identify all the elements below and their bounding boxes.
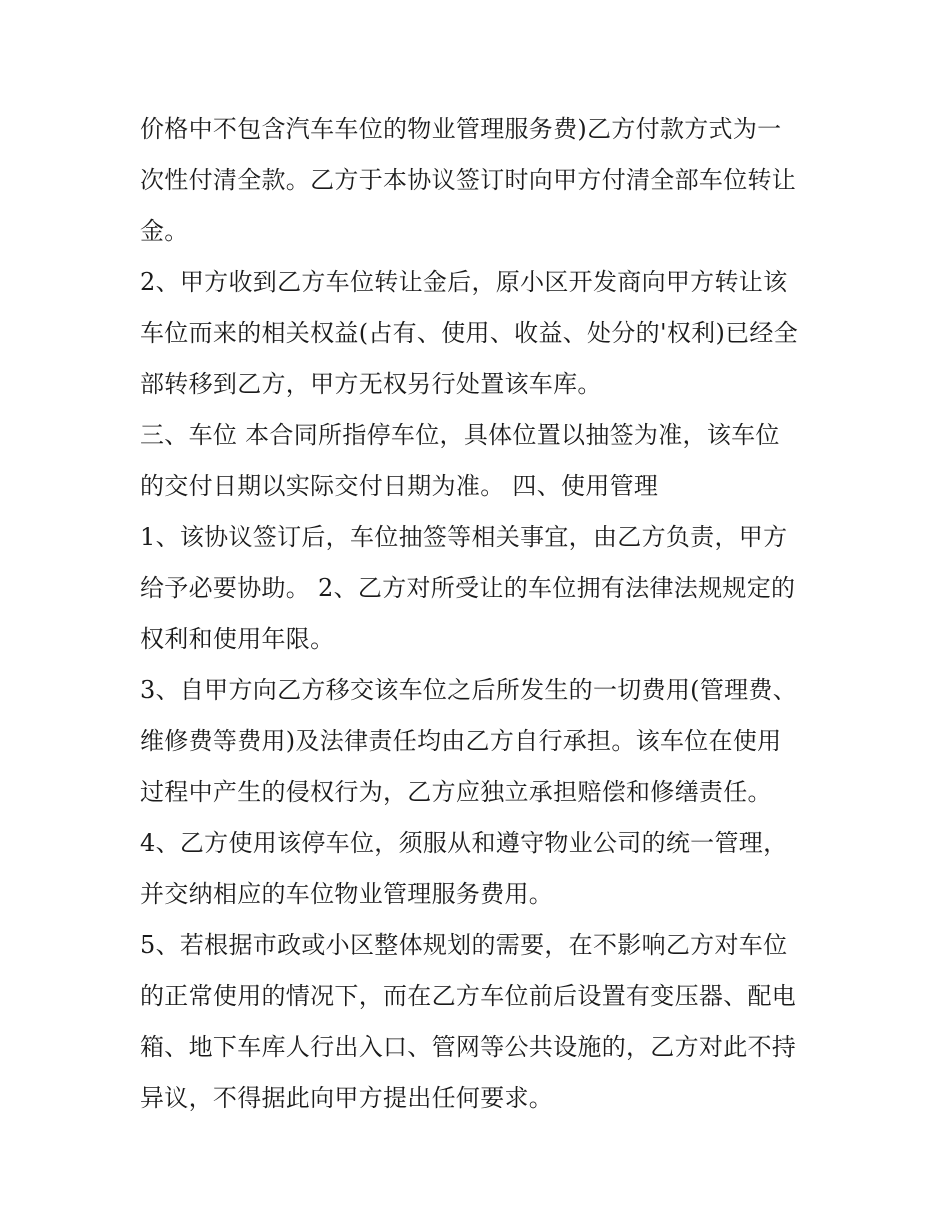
document-body	[140, 104, 830, 1124]
text-line: 2、甲方收到乙方车位转让金后，原小区开发商向甲方转让该	[140, 268, 788, 296]
text-line: 并交纳相应的车位物业管理服务费用。	[140, 880, 554, 908]
text-line: 箱、地下车库人行出入口、管网等公共设施的，乙方对此不持	[140, 1033, 797, 1061]
text-line: 三、车位 本合同所指停车位，具体位置以抽签为准，该车位	[140, 421, 780, 449]
text-line: 5、若根据市政或小区整体规划的需要，在不影响乙方对车位	[140, 931, 788, 959]
text-line: 1、该协议签订后，车位抽签等相关事宜，由乙方负责，甲方	[140, 523, 788, 551]
text-line: 部转移到乙方，甲方无权另行处置该车库。	[140, 370, 602, 398]
text-line: 3、自甲方向乙方移交该车位之后所发生的一切费用(管理费、	[140, 676, 798, 704]
text-line: 的交付日期以实际交付日期为准。 四、使用管理	[140, 472, 659, 500]
text-line: 的正常使用的情况下，而在乙方车位前后设置有变压器、配电	[140, 982, 797, 1010]
text-line: 4、乙方使用该停车位，须服从和遵守物业公司的统一管理，	[140, 829, 788, 857]
text-line: 次性付清全款。乙方于本协议签订时向甲方付清全部车位转让	[140, 166, 797, 194]
text-line: 金。	[140, 217, 189, 245]
text-line: 异议，不得据此向甲方提出任何要求。	[140, 1084, 554, 1112]
text-line: 车位而来的相关权益(占有、使用、收益、处分的'权利)已经全	[140, 319, 799, 347]
text-line: 价格中不包含汽车车位的物业管理服务费)乙方付款方式为一	[140, 115, 782, 143]
text-line: 维修费等费用)及法律责任均由乙方自行承担。该车位在使用	[140, 727, 782, 755]
text-line: 权利和使用年限。	[140, 625, 335, 653]
text-line: 过程中产生的侵权行为，乙方应独立承担赔偿和修缮责任。	[140, 778, 772, 806]
text-line: 给予必要协助。 2、乙方对所受让的车位拥有法律法规规定的	[140, 574, 796, 602]
